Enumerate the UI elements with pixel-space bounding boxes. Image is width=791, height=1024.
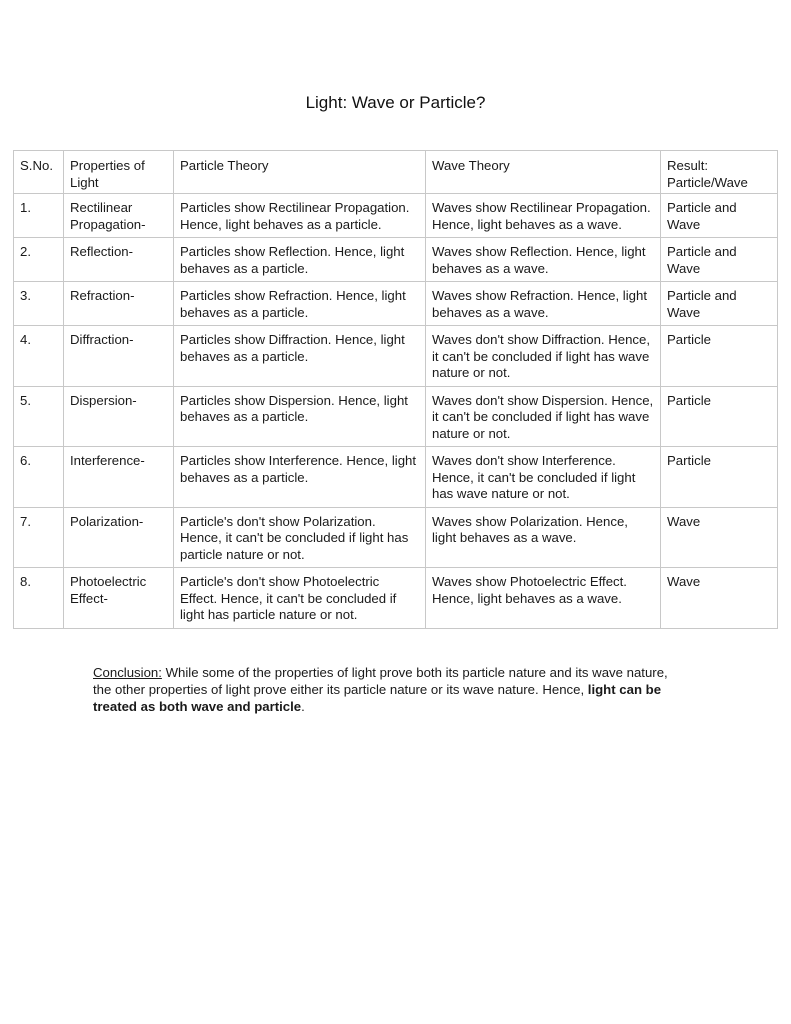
table-row [14,194,778,238]
cell-result: Wave [661,507,778,568]
conclusion-label: Conclusion: [93,665,162,680]
conclusion-paragraph [93,664,673,715]
page-title: Light: Wave or Particle? [305,93,486,112]
cell-wave-theory: Waves don't show Diffraction. Hence, it can't be concluded if light has wave nature or not. [426,326,661,387]
table-row [14,326,778,387]
cell-sno: 2. [14,238,64,282]
cell-result: Particle and Wave [661,194,778,238]
table-row [14,386,778,447]
table-row [14,507,778,568]
cell-wave-theory: Waves don't show Dispersion. Hence, it can't be concluded if light has wave nature or not. [426,386,661,447]
conclusion-text: While some of the properties of light prove both its particle nature and its wave nature, the other properties of light prove either its particle nature or its wave nature. Hence, [93,665,668,697]
cell-result: Particle [661,326,778,387]
header-property: Properties of Light [64,151,174,194]
cell-result: Particle and Wave [661,282,778,326]
conclusion-emphasis: light can be treated as both wave and particle [93,682,662,714]
cell-result: Particle [661,386,778,447]
cell-sno: 5. [14,386,64,447]
cell-property: Refraction- [64,282,174,326]
cell-property: Polarization- [64,507,174,568]
cell-wave-theory: Waves don't show Interference. Hence, it can't be concluded if light has wave nature or not. [426,447,661,508]
table-row [14,282,778,326]
cell-wave-theory: Waves show Rectilinear Propagation. Hence, light behaves as a wave. [426,194,661,238]
cell-particle-theory: Particles show Reflection. Hence, light behaves as a particle. [174,238,426,282]
cell-property: Photoelectric Effect- [64,568,174,629]
cell-result: Wave [661,568,778,629]
cell-particle-theory: Particles show Dispersion. Hence, light behaves as a particle. [174,386,426,447]
cell-sno: 7. [14,507,64,568]
cell-property: Reflection- [64,238,174,282]
cell-property: Rectilinear Propagation- [64,194,174,238]
cell-particle-theory: Particles show Rectilinear Propagation. Hence, light behaves as a particle. [174,194,426,238]
header-row [14,151,778,194]
table-row [14,568,778,629]
table-row [14,447,778,508]
cell-sno: 3. [14,282,64,326]
cell-sno: 4. [14,326,64,387]
cell-property: Dispersion- [64,386,174,447]
cell-wave-theory: Waves show Refraction. Hence, light behaves as a wave. [426,282,661,326]
cell-wave-theory: Waves show Reflection. Hence, light behaves as a wave. [426,238,661,282]
cell-wave-theory: Waves show Polarization. Hence, light behaves as a wave. [426,507,661,568]
cell-property: Interference- [64,447,174,508]
cell-particle-theory: Particles show Diffraction. Hence, light behaves as a particle. [174,326,426,387]
cell-particle-theory: Particles show Refraction. Hence, light behaves as a particle. [174,282,426,326]
properties-table [13,150,778,629]
cell-sno: 6. [14,447,64,508]
header-wave-theory: Wave Theory [426,151,661,194]
table-row [14,238,778,282]
cell-property: Diffraction- [64,326,174,387]
cell-particle-theory: Particles show Interference. Hence, light behaves as a particle. [174,447,426,508]
header-result: Result: Particle/Wave [661,151,778,194]
cell-sno: 1. [14,194,64,238]
header-particle-theory: Particle Theory [174,151,426,194]
cell-particle-theory: Particle's don't show Polarization. Hence, it can't be concluded if light has particle nature or not. [174,507,426,568]
cell-particle-theory: Particle's don't show Photoelectric Effect. Hence, it can't be concluded if light has particle nature or not. [174,568,426,629]
conclusion-end: . [301,699,305,714]
cell-sno: 8. [14,568,64,629]
cell-result: Particle and Wave [661,238,778,282]
header-sno: S.No. [14,151,64,194]
cell-result: Particle [661,447,778,508]
cell-wave-theory: Waves show Photoelectric Effect. Hence, light behaves as a wave. [426,568,661,629]
